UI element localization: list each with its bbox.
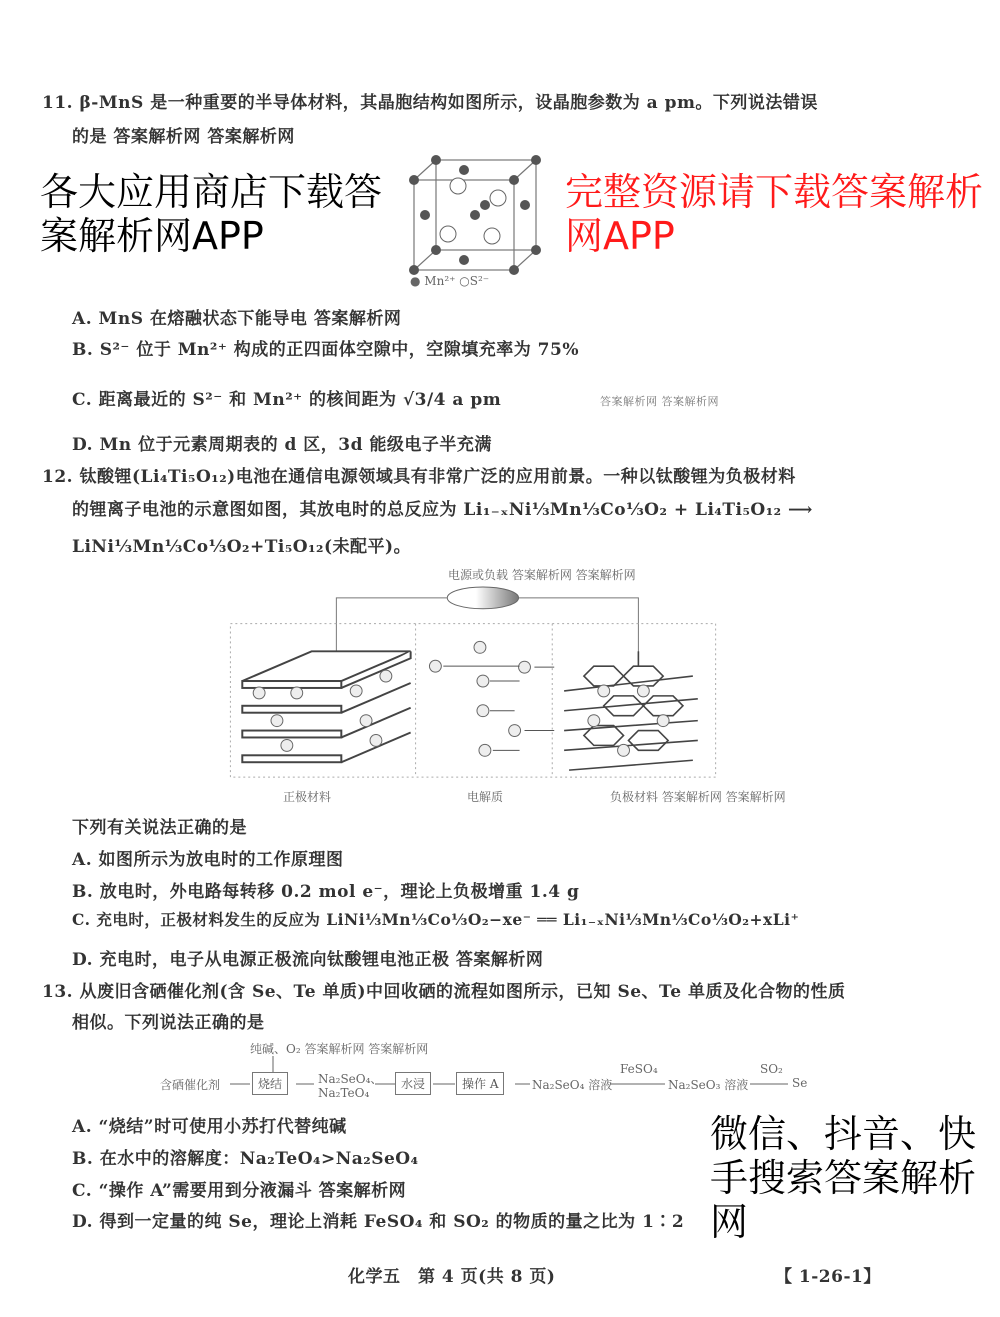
q13-option-d: D. 得到一定量的纯 Se，理论上消耗 FeSO₄ 和 SO₂ 的物质的量之比为 1∶2 [72, 1212, 685, 1232]
q12-stem-line1: 12. 钛酸锂(Li₄Ti₅O₁₂)电池在通信电源领域具有非常广泛的应用前景。一种以钛酸锂为负极材料 [42, 467, 796, 487]
q11-stem-line2: 的是 答案解析网 答案解析网 [72, 127, 295, 147]
q13-option-c: C. “操作 A”需要用到分液漏斗 答案解析网 [72, 1181, 407, 1201]
anode-graphite [564, 651, 698, 770]
flow-solution-1: Na₂SeO₄ 溶液 [532, 1078, 613, 1092]
footer-page-number: 化学五 第 4 页(共 8 页) [348, 1267, 556, 1287]
q13-stem-line1: 13. 从废旧含硒催化剂(含 Se、Te 单质)中回收硒的流程如图所示，已知 Se、Te 单质及化合物的性质 [42, 982, 846, 1002]
footer-code: 【 1-26-1】 [775, 1267, 881, 1287]
flow-reagent-top: 纯碱、O₂ 答案解析网 答案解析网 [250, 1042, 429, 1056]
q11-option-c-watermark: 答案解析网 答案解析网 [600, 395, 719, 408]
q11-option-a: A. MnS 在熔融状态下能导电 答案解析网 [72, 309, 402, 329]
electrolyte-label: 电解质 [467, 790, 504, 804]
flow-reagent-feso4: FeSO₄ [620, 1062, 658, 1076]
legend-s: S²⁻ [469, 274, 490, 288]
q11-option-c: C. 距离最近的 S²⁻ 和 Mn²⁺ 的核间距为 √3/4 a pm [72, 390, 502, 410]
legend-mn: Mn²⁺ [424, 274, 456, 288]
cathode-layers [242, 651, 410, 762]
flow-reagent-so2: SO₂ [760, 1062, 783, 1076]
flow-solution-2: Na₂SeO₃ 溶液 [668, 1078, 749, 1092]
watermark-top-left: 各大应用商店下载答案解析网APP [40, 170, 383, 258]
load-label: 电源或负载 答案解析网 答案解析网 [448, 568, 636, 582]
q12-option-d: D. 充电时，电子从电源正极流向钛酸锂电池正极 答案解析网 [72, 950, 544, 970]
q13-stem-line2: 相似。下列说法正确的是 [72, 1013, 265, 1033]
flow-step-operation-a: 操作 A [456, 1072, 504, 1095]
q13-option-b: B. 在水中的溶解度：Na₂TeO₄>Na₂SeO₄ [72, 1149, 419, 1169]
load-ellipse [447, 587, 518, 609]
flow-step-water-leach: 水浸 [395, 1072, 431, 1095]
q12-question: 下列有关说法正确的是 [72, 818, 247, 838]
q11-option-d: D. Mn 位于元素周期表的 d 区，3d 能级电子半充满 [72, 435, 492, 455]
watermark-bottom-right: 微信、抖音、快手搜索答案解析网 [710, 1112, 977, 1244]
cathode-label: 正极材料 [283, 790, 332, 804]
flow-product-1b: Na₂TeO₄ [318, 1086, 370, 1100]
flow-start: 含硒催化剂 [160, 1078, 221, 1092]
mns-crystal-structure [400, 150, 550, 290]
q11-option-b: B. S²⁻ 位于 Mn²⁺ 构成的正四面体空隙中，空隙填充率为 75% [72, 340, 579, 360]
q12-stem-line3: LiNi⅓Mn⅓Co⅓O₂+Ti₅O₁₂(未配平)。 [72, 537, 412, 557]
flow-end-se: Se [792, 1076, 808, 1090]
anode-label: 负极材料 答案解析网 答案解析网 [610, 790, 786, 804]
q12-option-b: B. 放电时，外电路每转移 0.2 mol e⁻，理论上负极增重 1.4 g [72, 882, 580, 902]
battery-diagram [225, 582, 725, 785]
q12-option-a: A. 如图所示为放电时的工作原理图 [72, 850, 344, 870]
crystal-legend: ● Mn²⁺ ○S²⁻ [410, 274, 490, 288]
flow-step-sintering: 烧结 [252, 1072, 288, 1095]
q12-option-c: C. 充电时，正极材料发生的反应为 LiNi⅓Mn⅓Co⅓O₂−xe⁻ ══ Li₁₋ₓNi⅓Mn⅓Co⅓O₂+xLi⁺ [72, 910, 800, 929]
q13-option-a: A. “烧结”时可使用小苏打代替纯碱 [72, 1117, 347, 1137]
q12-stem-line2: 的锂离子电池的示意图如图，其放电时的总反应为 Li₁₋ₓNi⅓Mn⅓Co⅓O₂ + Li₄Ti₅O₁₂ ⟶ [72, 500, 813, 520]
q11-stem-line1: 11. β-MnS 是一种重要的半导体材料，其晶胞结构如图所示，设晶胞参数为 a pm。下列说法错误 [42, 93, 818, 113]
flow-product-1a: Na₂SeO₄、 [318, 1072, 383, 1086]
watermark-center-red: 完整资源请下载答案解析网APP [565, 170, 984, 258]
